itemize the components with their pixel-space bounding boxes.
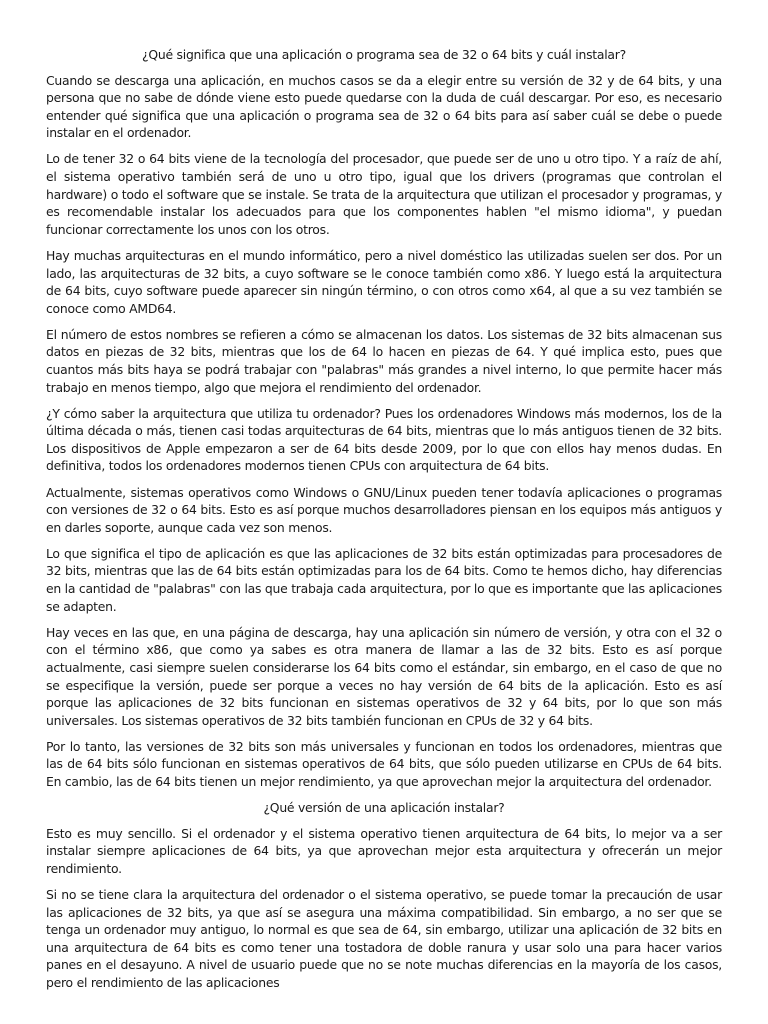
paragraph: Hay veces en las que, en una página de descarga, hay una aplicación sin número de versión, y otra con el 32 o con el término x86, que como ya sabes es otra manera de llamar a las de 32 bits. Esto es así porque actualmente, casi siempre suelen considerarse los 64 bits como el estándar, sin embargo, en el caso de que no se especifique la versión, puede ser porque a veces no hay versión de 64 bits de la aplicación. Esto es así porque las aplicaciones de 32 bits funcionan en sistemas operativos de 32 y 64 bits, por lo que son más universales. Los sistemas operativos de 32 bits también funcionan en CPUs de 32 y 64 bits.	[46, 624, 722, 728]
section-which-version	[46, 825, 722, 992]
document-title: ¿Qué significa que una aplicación o programa sea de 32 o 64 bits y cuál instalar?	[142, 47, 626, 62]
paragraph: Si no se tiene clara la arquitectura del ordenador o el sistema operativo, se puede tomar la precaución de usar las aplicaciones de 32 bits, ya que así se asegura una máxima compatibilidad. Sin embargo, a no ser que se tenga un ordenador muy antiguo, lo normal es que sea de 64, sin embargo, utilizar una aplicación de 32 bits en una arquitectura de 64 bits es como tener una tostadora de doble ranura y usar solo una para hacer varios panes en el desayuno. A nivel de usuario puede que no se note muchas diferencias en la mayoría de los casos, pero el rendimiento de las aplicaciones	[46, 886, 722, 990]
document-page	[46, 46, 722, 992]
paragraph: Esto es muy sencillo. Si el ordenador y el sistema operativo tienen arquitectura de 64 bits, lo mejor va a ser instalar siempre aplicaciones de 64 bits, ya que aprovechan mejor esta arquitectura y ofrecerán un mejor rendimiento.	[46, 825, 722, 876]
paragraph: Lo que significa el tipo de aplicación es que las aplicaciones de 32 bits están optimizadas para procesadores de 32 bits, mientras que las de 64 bits están optimizadas para los de 64 bits. Como te hemos dicho, hay diferencias en la cantidad de "palabras" con las que trabaja cada arquitectura, por lo que es importante que las aplicaciones se adapten.	[46, 545, 722, 614]
paragraph: El número de estos nombres se refieren a cómo se almacenan los datos. Los sistemas de 32 bits almacenan sus datos en piezas de 32 bits, mientras que los de 64 lo hacen en piezas de 64. Y qué implica esto, pues que cuantos más bits haya se podrá trabajar con "palabras" más grandes a nivel interno, lo que permite hacer más trabajo en menos tiempo, algo que mejora el rendimiento del ordenador.	[46, 326, 722, 395]
section-subheading: ¿Qué versión de una aplicación instalar?	[263, 800, 505, 816]
paragraph: ¿Y cómo saber la arquitectura que utiliza tu ordenador? Pues los ordenadores Windows más modernos, los de la última década o más, tienen casi todas arquitecturas de 64 bits, mientras que lo más antiguos tienen de 32 bits. Los dispositivos de Apple empezaron a ser de 64 bits desde 2009, por lo que con ellos hay menos dudas. En definitiva, todos los ordenadores modernos tienen CPUs con arquitectura de 64 bits.	[46, 405, 722, 474]
paragraph: Lo de tener 32 o 64 bits viene de la tecnología del procesador, que puede ser de uno u otro tipo. Y a raíz de ahí, el sistema operativo también será de uno u otro tipo, igual que los drivers (programas que controlan el hardware) o todo el software que se instale. Se trata de la arquitectura que utilizan el procesador y programas, y es recomendable instalar los adecuados para que los componentes hablen "el mismo idioma", y puedan funcionar correctamente los unos con los otros.	[46, 151, 722, 237]
paragraph: Cuando se descarga una aplicación, en muchos casos se da a elegir entre su versión de 32 y de 64 bits, y una persona que no sabe de dónde viene esto puede quedarse con la duda de cuál descargar. Por eso, es necesario entender qué significa que una aplicación o programa sea de 32 o 64 bits para así saber cuál se debe o puede instalar en el ordenador.	[46, 72, 722, 141]
paragraph: Actualmente, sistemas operativos como Windows o GNU/Linux pueden tener todavía aplicaciones o programas con versiones de 32 o 64 bits. Esto es así porque muchos desarrolladores piensan en los equipos más antiguos y en darles soporte, aunque cada vez son menos.	[46, 484, 722, 535]
paragraph: Por lo tanto, las versiones de 32 bits son más universales y funcionan en todos los ordenadores, mientras que las de 64 bits sólo funcionan en sistemas operativos de 64 bits, que sólo pueden utilizarse en CPUs de 64 bits. En cambio, las de 64 bits tienen un mejor rendimiento, ya que aprovechan mejor la arquitectura del ordenador.	[46, 738, 722, 789]
paragraph: Hay muchas arquitecturas en el mundo informático, pero a nivel doméstico las utilizadas suelen ser dos. Por un lado, las arquitecturas de 32 bits, a cuyo software se le conoce también como x86. Y luego está la arquitectura de 64 bits, cuyo software puede aparecer sin ningún término, o con otros como x64, al que a su vez también se conoce como AMD64.	[46, 247, 722, 316]
section-architecture	[46, 72, 722, 791]
